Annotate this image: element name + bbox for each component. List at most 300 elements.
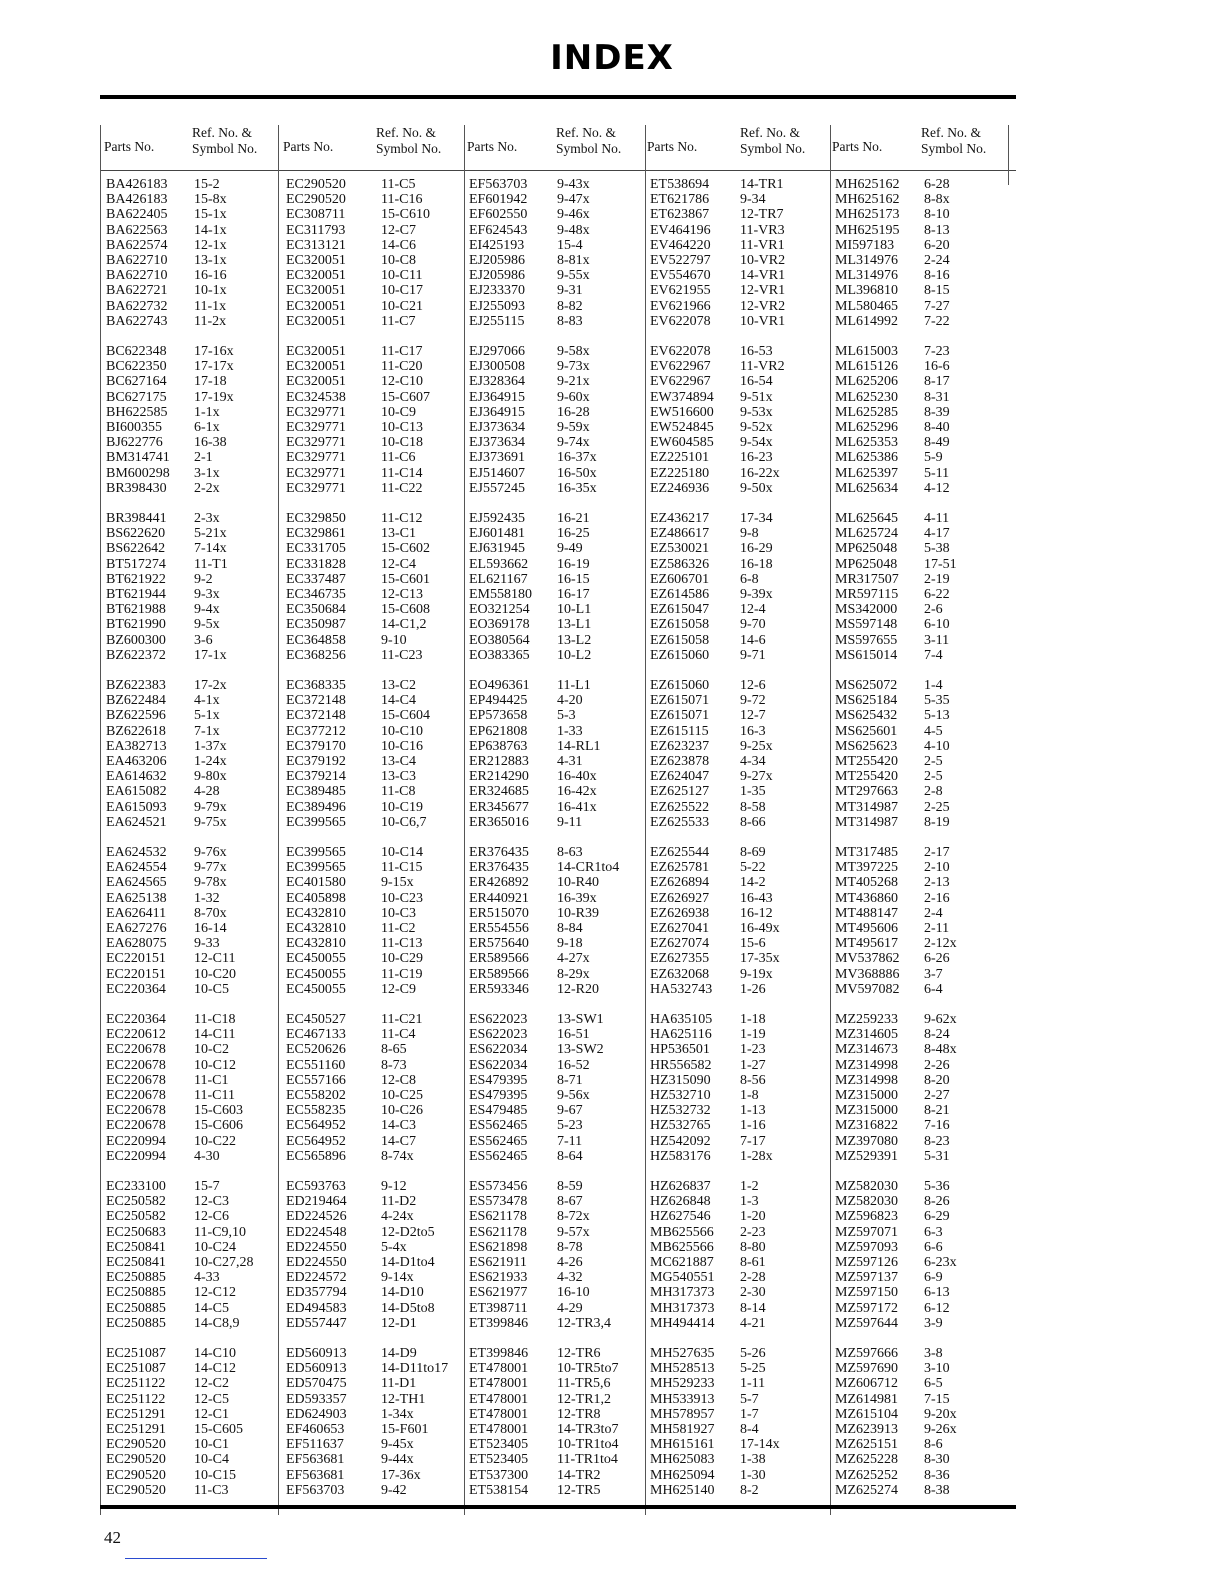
- part-number: EM558180: [469, 587, 532, 602]
- table-row: [106, 1452, 281, 1467]
- ref-symbol: 2-11: [924, 921, 950, 936]
- table-row: [835, 724, 1010, 739]
- part-number: MH625083: [650, 1452, 715, 1468]
- ref-symbol: 10-C14: [381, 845, 423, 860]
- part-number: EC329771: [286, 450, 346, 466]
- table-row: [106, 390, 281, 405]
- table-row: [106, 860, 281, 875]
- part-number: MZ625274: [835, 1482, 898, 1498]
- part-number: ET478001: [469, 1406, 529, 1422]
- ref-symbol: 9-3x: [194, 587, 220, 602]
- ref-symbol: 2-25: [924, 799, 950, 815]
- table-row: [650, 1452, 825, 1467]
- table-row: [286, 253, 461, 268]
- ref-symbol: 3-7: [924, 966, 943, 982]
- table-row: [650, 891, 825, 906]
- table-row: [835, 708, 1010, 723]
- ref-symbol: 5-3: [557, 708, 576, 724]
- table-row: [650, 192, 825, 207]
- part-number: EC450055: [286, 966, 346, 982]
- part-number: ML580465: [835, 298, 898, 314]
- part-number: MH615161: [650, 1437, 715, 1453]
- ref-symbol: 9-14x: [381, 1270, 414, 1286]
- ref-symbol: 15-C603: [194, 1103, 243, 1119]
- bottom-rule: [100, 1505, 1016, 1509]
- table-row: [286, 708, 461, 723]
- table-row: [650, 617, 825, 632]
- table-row: [650, 587, 825, 602]
- part-number: ED224550: [286, 1255, 347, 1270]
- table-row: [835, 648, 1010, 663]
- ref-symbol: 8-38: [924, 1482, 950, 1498]
- part-number: ES479485: [469, 1103, 528, 1119]
- part-number: BI600355: [106, 420, 162, 435]
- part-number: EC250683: [106, 1224, 166, 1240]
- table-row: [106, 602, 281, 617]
- table-row: [650, 1042, 825, 1057]
- table-row: [286, 1346, 461, 1361]
- part-number: BR398430: [106, 480, 167, 496]
- header-parts-no: Parts No.: [467, 139, 518, 154]
- ref-symbol: 8-23: [924, 1133, 950, 1149]
- part-number: BA622710: [106, 253, 168, 268]
- part-number: ES622023: [469, 1027, 528, 1043]
- ref-symbol: 10-TR5to7: [557, 1361, 619, 1377]
- ref-symbol: 9-19x: [740, 966, 773, 982]
- part-number: ML625634: [835, 480, 898, 496]
- ref-symbol: 8-39: [924, 404, 950, 420]
- ref-symbol: 1-23: [740, 1042, 766, 1058]
- part-number: ES562465: [469, 1118, 528, 1134]
- table-row: [286, 815, 461, 830]
- ref-symbol: 15-7: [194, 1179, 220, 1194]
- table-row: [835, 936, 1010, 951]
- part-number: ES622034: [469, 1042, 528, 1058]
- table-row: [469, 967, 644, 982]
- ref-symbol: 1-4: [924, 678, 943, 693]
- table-row: [469, 693, 644, 708]
- header-parts-no: Parts No.: [647, 139, 698, 154]
- ref-symbol: 16-51: [557, 1027, 590, 1043]
- table-row: [286, 268, 461, 283]
- table-row: [469, 192, 644, 207]
- part-number: HZ315090: [650, 1072, 711, 1088]
- part-number: EW604585: [650, 435, 714, 451]
- ref-symbol: 8-26: [924, 1194, 950, 1210]
- ref-symbol: 14-RL1: [557, 738, 601, 754]
- table-row: [469, 526, 644, 541]
- table-row: [106, 1407, 281, 1422]
- part-number: EJ373634: [469, 435, 525, 451]
- part-number: ES562465: [469, 1133, 528, 1149]
- ref-symbol: 10-C6,7: [381, 814, 427, 830]
- ref-symbol: 9-39x: [740, 587, 773, 602]
- part-number: BC627175: [106, 389, 167, 405]
- ref-symbol: 10-C12: [194, 1057, 236, 1073]
- table-row: [286, 435, 461, 450]
- header-ref-symbol: [740, 125, 805, 157]
- table-row: [650, 405, 825, 420]
- table-row: [469, 435, 644, 450]
- part-number: MH625094: [650, 1467, 715, 1483]
- ref-symbol: 9-4x: [194, 602, 220, 618]
- ref-symbol: 11-C21: [381, 1012, 423, 1027]
- table-row: [650, 1437, 825, 1452]
- table-row: [650, 238, 825, 253]
- part-number: MC621887: [650, 1255, 714, 1270]
- ref-symbol: 12-C11: [194, 951, 236, 967]
- ref-symbol: 5-36: [924, 1179, 950, 1194]
- ref-symbol: 10-C17: [381, 283, 423, 299]
- part-number: EJ300508: [469, 359, 525, 375]
- ref-symbol: 11-C6: [381, 450, 416, 466]
- table-row: [469, 982, 644, 997]
- ref-symbol: 1-30: [740, 1467, 766, 1483]
- table-row: [286, 1118, 461, 1133]
- table-row: [650, 177, 825, 192]
- ref-symbol: 12-C1: [194, 1406, 229, 1422]
- part-number: ES479395: [469, 1088, 528, 1103]
- part-number: EC250885: [106, 1315, 166, 1331]
- ref-symbol: 10-C27,28: [194, 1255, 254, 1270]
- ref-symbol: 5-23: [557, 1118, 583, 1134]
- ref-symbol: 14-C1,2: [381, 617, 427, 633]
- ref-symbol: 16-12: [740, 905, 773, 921]
- table-row: [286, 223, 461, 238]
- ref-symbol: 2-17: [924, 845, 950, 860]
- ref-symbol: 8-29x: [557, 966, 590, 982]
- header-symbol-line: Symbol No.: [921, 141, 987, 156]
- ref-symbol: 8-8x: [924, 192, 950, 208]
- ref-symbol: 2-3x: [194, 511, 220, 526]
- part-number: MB625566: [650, 1239, 714, 1255]
- ref-symbol: 14-C5: [194, 1300, 229, 1316]
- ref-symbol: 8-63: [557, 845, 583, 860]
- table-row: [469, 1255, 644, 1270]
- ref-symbol: 17-35x: [740, 951, 780, 967]
- ref-symbol: 11-C16: [381, 192, 423, 208]
- table-row: [835, 405, 1010, 420]
- part-number: EJ557245: [469, 480, 525, 496]
- ref-symbol: 9-77x: [194, 860, 227, 876]
- part-number: EC250885: [106, 1300, 166, 1316]
- part-number: ET398711: [469, 1300, 528, 1316]
- top-rule: [100, 95, 1016, 99]
- table-row: [286, 982, 461, 997]
- header-symbol-line: Symbol No.: [740, 141, 806, 156]
- table-row: [106, 283, 281, 298]
- ref-symbol: 16-28: [557, 404, 590, 420]
- part-number: EL593662: [469, 556, 529, 572]
- part-number: EZ627355: [650, 951, 710, 967]
- table-row: [106, 192, 281, 207]
- part-number: BZ622484: [106, 693, 166, 709]
- part-number: EC450527: [286, 1012, 346, 1027]
- ref-symbol: 9-25x: [740, 738, 773, 754]
- ref-symbol: 15-C604: [381, 708, 430, 724]
- part-number: EZ225180: [650, 465, 710, 481]
- part-number: MS625184: [835, 693, 898, 709]
- ref-symbol: 9-2: [194, 571, 213, 587]
- table-row: [106, 1301, 281, 1316]
- part-number: EF460653: [286, 1422, 345, 1437]
- table-row: [106, 1194, 281, 1209]
- part-number: BS622620: [106, 526, 166, 542]
- ref-symbol: 10-C9: [381, 404, 416, 420]
- part-number: MZ597644: [835, 1315, 898, 1331]
- table-row: [106, 238, 281, 253]
- part-number: EC220678: [106, 1057, 166, 1073]
- part-number: EC399565: [286, 814, 346, 830]
- ref-symbol: 9-74x: [557, 435, 590, 451]
- ref-symbol: 12-TR8: [557, 1406, 601, 1422]
- part-number: EC389496: [286, 799, 346, 815]
- table-row: [650, 693, 825, 708]
- part-number: EZ625533: [650, 814, 710, 830]
- part-number: EW516600: [650, 404, 714, 420]
- ref-symbol: 6-29: [924, 1209, 950, 1225]
- table-row: [106, 1483, 281, 1498]
- table-row: [835, 268, 1010, 283]
- ref-symbol: 11-TR5,6: [557, 1376, 611, 1392]
- table-row: [106, 1346, 281, 1361]
- ref-symbol: 5-38: [924, 541, 950, 557]
- ref-symbol: 9-59x: [557, 420, 590, 435]
- ref-symbol: 2-23: [740, 1224, 766, 1240]
- ref-symbol: 10-C13: [381, 420, 423, 435]
- table-row: [835, 344, 1010, 359]
- part-number: EI425193: [469, 237, 525, 253]
- part-number: ES621898: [469, 1239, 528, 1255]
- part-number: EC329850: [286, 511, 346, 526]
- table-row: [650, 1194, 825, 1209]
- table-row: [286, 678, 461, 693]
- part-number: EJ601481: [469, 526, 525, 542]
- ref-symbol: 3-11: [924, 632, 950, 648]
- table-row: [650, 800, 825, 815]
- ref-symbol: 9-15x: [381, 875, 414, 891]
- part-number: BT621988: [106, 602, 166, 618]
- table-row: [835, 1073, 1010, 1088]
- table-row: [835, 481, 1010, 496]
- table-row: [650, 1209, 825, 1224]
- ref-symbol: 10-C24: [194, 1239, 236, 1255]
- ref-symbol: 15-F601: [381, 1422, 429, 1437]
- table-row: [835, 1042, 1010, 1057]
- ref-symbol: 8-64: [557, 1148, 583, 1164]
- ref-symbol: 1-26: [740, 981, 766, 997]
- table-row: [469, 1437, 644, 1452]
- part-number: MH533913: [650, 1391, 715, 1407]
- part-number: BT621990: [106, 617, 166, 633]
- ref-symbol: 7-11: [557, 1133, 583, 1149]
- part-number: ED560913: [286, 1346, 347, 1361]
- ref-symbol: 16-14: [194, 921, 227, 936]
- table-row: [835, 1361, 1010, 1376]
- table-row: [106, 617, 281, 632]
- part-number: BZ622596: [106, 708, 166, 724]
- table-row: [106, 1073, 281, 1088]
- table-row: [835, 420, 1010, 435]
- ref-symbol: 6-12: [924, 1300, 950, 1316]
- ref-symbol: 8-19: [924, 814, 950, 830]
- table-row: [286, 1422, 461, 1437]
- part-number: ET523405: [469, 1452, 529, 1468]
- table-row: [650, 951, 825, 966]
- part-number: ET399846: [469, 1315, 529, 1331]
- ref-symbol: 11-C7: [381, 313, 416, 329]
- part-number: EZ625127: [650, 784, 710, 800]
- ref-symbol: 14-D9: [381, 1346, 417, 1361]
- part-number: EP573658: [469, 708, 528, 724]
- part-number: ES621178: [469, 1209, 527, 1225]
- ref-symbol: 6-10: [924, 617, 950, 633]
- ref-symbol: 7-1x: [194, 723, 220, 739]
- ref-symbol: 10-L2: [557, 647, 592, 663]
- header-parts-no: Parts No.: [832, 139, 883, 154]
- table-row: [106, 359, 281, 374]
- ref-symbol: 9-76x: [194, 845, 227, 860]
- part-number: ML615003: [835, 344, 898, 359]
- header-ref-symbol: [556, 125, 621, 157]
- part-number: MH625162: [835, 192, 900, 208]
- ref-symbol: 16-6: [924, 359, 950, 375]
- ref-symbol: 11-C22: [381, 480, 423, 496]
- part-number: MZ315000: [835, 1088, 898, 1103]
- part-number: EP638763: [469, 738, 528, 754]
- table-row: [469, 845, 644, 860]
- table-row: [650, 557, 825, 572]
- ref-symbol: 12-C13: [381, 587, 423, 602]
- ref-symbol: 17-16x: [194, 344, 234, 359]
- table-row: [286, 481, 461, 496]
- part-number: EC251291: [106, 1406, 166, 1422]
- ref-symbol: 13-L2: [557, 632, 592, 648]
- ref-symbol: 16-50x: [557, 465, 597, 481]
- part-number: ES621977: [469, 1285, 528, 1301]
- ref-symbol: 5-25: [740, 1361, 766, 1377]
- part-number: EC558202: [286, 1088, 346, 1103]
- ref-symbol: 2-27: [924, 1088, 950, 1103]
- part-number: HA635105: [650, 1012, 713, 1027]
- ref-symbol: 16-15: [557, 571, 590, 587]
- table-row: [106, 511, 281, 526]
- part-number: ES622034: [469, 1057, 528, 1073]
- part-number: EF511637: [286, 1437, 344, 1453]
- part-number: EC320051: [286, 298, 346, 314]
- header-ref-line: Ref. No. &: [921, 125, 981, 140]
- ref-symbol: 9-67: [557, 1103, 583, 1119]
- table-row: [106, 1179, 281, 1194]
- table-row: [106, 1285, 281, 1300]
- part-number: MZ582030: [835, 1194, 898, 1210]
- ref-symbol: 9-20x: [924, 1406, 957, 1422]
- part-number: ET538694: [650, 177, 710, 192]
- table-row: [106, 557, 281, 572]
- part-number: BC622348: [106, 344, 167, 359]
- ref-symbol: 11-C5: [381, 177, 416, 192]
- ref-symbol: 9-21x: [557, 374, 590, 390]
- part-number: EF563681: [286, 1452, 345, 1468]
- table-row: [469, 541, 644, 556]
- part-number: ER589566: [469, 966, 529, 982]
- part-number: ER593346: [469, 981, 529, 997]
- part-number: ML625645: [835, 511, 898, 526]
- ref-symbol: 2-26: [924, 1057, 950, 1073]
- part-number: EC368335: [286, 678, 346, 693]
- table-row: [286, 1179, 461, 1194]
- table-row: [650, 1012, 825, 1027]
- ref-symbol: 6-22: [924, 587, 950, 602]
- ref-symbol: 12-VR2: [740, 298, 786, 314]
- ref-symbol: 8-72x: [557, 1209, 590, 1225]
- ref-symbol: 9-27x: [740, 769, 773, 785]
- ref-symbol: 10-C3: [381, 905, 416, 921]
- ref-symbol: 14-C8,9: [194, 1315, 240, 1331]
- table-row: [106, 648, 281, 663]
- table-row: [106, 1088, 281, 1103]
- ref-symbol: 6-13: [924, 1285, 950, 1301]
- table-row: [469, 739, 644, 754]
- table-row: [106, 1240, 281, 1255]
- table-row: [286, 1270, 461, 1285]
- table-row: [106, 268, 281, 283]
- header-ref-line: Ref. No. &: [556, 125, 616, 140]
- part-number: ER365016: [469, 814, 529, 830]
- ref-symbol: 11-C20: [381, 359, 423, 375]
- header-ref-line: Ref. No. &: [192, 125, 252, 140]
- ref-symbol: 9-70: [740, 617, 766, 633]
- part-number: BT621944: [106, 587, 166, 602]
- ref-symbol: 7-14x: [194, 541, 227, 557]
- table-row: [286, 921, 461, 936]
- table-row: [835, 572, 1010, 587]
- table-row: [835, 800, 1010, 815]
- table-row: [469, 283, 644, 298]
- ref-symbol: 10-C22: [194, 1133, 236, 1149]
- ref-symbol: 9-60x: [557, 389, 590, 405]
- part-number: EC220678: [106, 1118, 166, 1134]
- part-number: EC220678: [106, 1042, 166, 1058]
- ref-symbol: 9-58x: [557, 344, 590, 359]
- ref-symbol: 14-6: [740, 632, 766, 648]
- table-row: [835, 557, 1010, 572]
- column-divider: [1008, 125, 1009, 185]
- part-number: EJ205986: [469, 268, 525, 284]
- table-row: [650, 541, 825, 556]
- table-row: [650, 390, 825, 405]
- part-number: EV622967: [650, 374, 711, 390]
- ref-symbol: 10-C20: [194, 966, 236, 982]
- table-row: [286, 936, 461, 951]
- ref-symbol: 9-50x: [740, 480, 773, 496]
- table-row: [835, 1376, 1010, 1391]
- part-number: EZ614586: [650, 587, 710, 602]
- part-number: EZ615115: [650, 723, 709, 739]
- table-row: [469, 769, 644, 784]
- ref-symbol: 8-78: [557, 1239, 583, 1255]
- part-number: MZ597137: [835, 1270, 898, 1286]
- part-number: ML625285: [835, 404, 898, 420]
- part-number: EO496361: [469, 678, 530, 693]
- part-number: MS597148: [835, 617, 898, 633]
- part-number: ES573456: [469, 1179, 528, 1194]
- table-row: [286, 951, 461, 966]
- ref-symbol: 9-43x: [557, 177, 590, 192]
- table-row: [106, 1437, 281, 1452]
- ref-symbol: 14-CR1to4: [557, 860, 620, 876]
- ref-symbol: 15-C602: [381, 541, 430, 557]
